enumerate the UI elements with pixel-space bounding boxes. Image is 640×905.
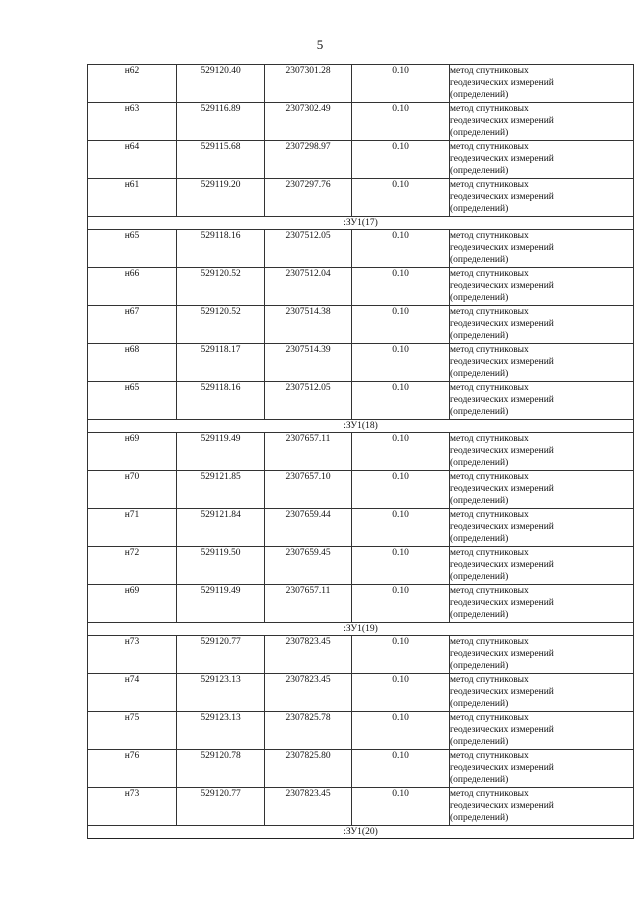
method-text-line: (определений) (450, 128, 509, 138)
section-header-row (88, 623, 634, 636)
error-cell: 0.10 (352, 268, 450, 306)
y-coordinate-cell: 2307823.45 (265, 674, 352, 712)
error-cell: 0.10 (352, 788, 450, 826)
point-name-cell: н71 (88, 509, 177, 547)
point-name-cell: н65 (88, 382, 177, 420)
table-row (88, 788, 634, 826)
error-cell: 0.10 (352, 306, 450, 344)
table-row (88, 636, 634, 674)
y-coordinate-cell: 2307657.11 (265, 585, 352, 623)
point-name-cell: н61 (88, 179, 177, 217)
x-coordinate-cell: 529119.20 (177, 179, 265, 217)
point-name-cell: н69 (88, 433, 177, 471)
point-name-cell: н69 (88, 585, 177, 623)
table-row (88, 471, 634, 509)
point-name-cell: н70 (88, 471, 177, 509)
error-cell: 0.10 (352, 636, 450, 674)
method-text-line: метод спутниковых (450, 231, 529, 241)
coordinates-table-body (88, 65, 634, 839)
y-coordinate-cell: 2307302.49 (265, 103, 352, 141)
section-label: :ЗУ1(17) (88, 217, 634, 230)
method-cell (450, 636, 634, 674)
point-name-cell: н68 (88, 344, 177, 382)
method-cell (450, 382, 634, 420)
method-text-line: (определений) (450, 369, 509, 379)
method-cell (450, 179, 634, 217)
error-cell: 0.10 (352, 230, 450, 268)
method-text-line: геодезических измерений (450, 801, 554, 811)
x-coordinate-cell: 529118.16 (177, 230, 265, 268)
method-text-line: (определений) (450, 661, 509, 671)
table-row (88, 382, 634, 420)
y-coordinate-cell: 2307512.05 (265, 382, 352, 420)
section-label: :ЗУ1(19) (88, 623, 634, 636)
method-text-line: геодезических измерений (450, 281, 554, 291)
method-text-line: (определений) (450, 534, 509, 544)
method-text-line: метод спутниковых (450, 548, 529, 558)
table-row (88, 344, 634, 382)
y-coordinate-cell: 2307297.76 (265, 179, 352, 217)
method-text-line: геодезических измерений (450, 484, 554, 494)
method-cell (450, 103, 634, 141)
method-cell (450, 268, 634, 306)
coordinates-table (87, 64, 634, 839)
method-text-line: геодезических измерений (450, 319, 554, 329)
method-cell (450, 750, 634, 788)
error-cell: 0.10 (352, 471, 450, 509)
error-cell: 0.10 (352, 547, 450, 585)
x-coordinate-cell: 529121.85 (177, 471, 265, 509)
x-coordinate-cell: 529121.84 (177, 509, 265, 547)
method-cell (450, 712, 634, 750)
method-cell (450, 547, 634, 585)
method-text-line: (определений) (450, 407, 509, 417)
method-cell (450, 788, 634, 826)
error-cell: 0.10 (352, 179, 450, 217)
section-header-row (88, 420, 634, 433)
y-coordinate-cell: 2307823.45 (265, 636, 352, 674)
y-coordinate-cell: 2307657.10 (265, 471, 352, 509)
error-cell: 0.10 (352, 65, 450, 103)
table-row (88, 65, 634, 103)
section-label: :ЗУ1(18) (88, 420, 634, 433)
page-number: 5 (316, 37, 324, 52)
error-cell: 0.10 (352, 344, 450, 382)
table-row (88, 712, 634, 750)
y-coordinate-cell: 2307514.39 (265, 344, 352, 382)
error-cell: 0.10 (352, 103, 450, 141)
method-text-line: метод спутниковых (450, 713, 529, 723)
x-coordinate-cell: 529123.13 (177, 674, 265, 712)
x-coordinate-cell: 529119.50 (177, 547, 265, 585)
method-text-line: геодезических измерений (450, 78, 554, 88)
table-row (88, 433, 634, 471)
section-header-row (88, 826, 634, 839)
method-text-line: (определений) (450, 255, 509, 265)
table-row (88, 750, 634, 788)
method-text-line: (определений) (450, 496, 509, 506)
x-coordinate-cell: 529116.89 (177, 103, 265, 141)
error-cell: 0.10 (352, 433, 450, 471)
method-text-line: геодезических измерений (450, 395, 554, 405)
method-text-line: геодезических измерений (450, 687, 554, 697)
error-cell: 0.10 (352, 674, 450, 712)
method-text-line: (определений) (450, 737, 509, 747)
table-row (88, 547, 634, 585)
method-text-line: геодезических измерений (450, 598, 554, 608)
method-text-line: (определений) (450, 458, 509, 468)
x-coordinate-cell: 529119.49 (177, 433, 265, 471)
method-text-line: метод спутниковых (450, 789, 529, 799)
y-coordinate-cell: 2307825.78 (265, 712, 352, 750)
method-cell (450, 471, 634, 509)
point-name-cell: н66 (88, 268, 177, 306)
point-name-cell: н72 (88, 547, 177, 585)
method-text-line: метод спутниковых (450, 142, 529, 152)
section-header-row (88, 217, 634, 230)
y-coordinate-cell: 2307823.45 (265, 788, 352, 826)
x-coordinate-cell: 529118.16 (177, 382, 265, 420)
method-text-line: (определений) (450, 610, 509, 620)
table-row (88, 230, 634, 268)
method-text-line: метод спутниковых (450, 180, 529, 190)
method-text-line: метод спутниковых (450, 586, 529, 596)
point-name-cell: н67 (88, 306, 177, 344)
y-coordinate-cell: 2307301.28 (265, 65, 352, 103)
method-text-line: геодезических измерений (450, 725, 554, 735)
point-name-cell: н73 (88, 636, 177, 674)
method-text-line: метод спутниковых (450, 510, 529, 520)
point-name-cell: н63 (88, 103, 177, 141)
method-text-line: геодезических измерений (450, 522, 554, 532)
table-row (88, 306, 634, 344)
table-row (88, 179, 634, 217)
section-label: :ЗУ1(20) (88, 826, 634, 839)
y-coordinate-cell: 2307512.05 (265, 230, 352, 268)
method-text-line: (определений) (450, 204, 509, 214)
method-text-line: метод спутниковых (450, 637, 529, 647)
y-coordinate-cell: 2307512.04 (265, 268, 352, 306)
method-text-line: (определений) (450, 90, 509, 100)
y-coordinate-cell: 2307514.38 (265, 306, 352, 344)
method-cell (450, 65, 634, 103)
y-coordinate-cell: 2307657.11 (265, 433, 352, 471)
method-cell (450, 509, 634, 547)
y-coordinate-cell: 2307825.80 (265, 750, 352, 788)
error-cell: 0.10 (352, 750, 450, 788)
x-coordinate-cell: 529120.40 (177, 65, 265, 103)
method-text-line: метод спутниковых (450, 434, 529, 444)
method-text-line: метод спутниковых (450, 345, 529, 355)
method-text-line: (определений) (450, 813, 509, 823)
error-cell: 0.10 (352, 141, 450, 179)
method-text-line: геодезических измерений (450, 357, 554, 367)
table-row (88, 268, 634, 306)
method-text-line: метод спутниковых (450, 383, 529, 393)
y-coordinate-cell: 2307659.44 (265, 509, 352, 547)
point-name-cell: н76 (88, 750, 177, 788)
point-name-cell: н65 (88, 230, 177, 268)
method-text-line: метод спутниковых (450, 751, 529, 761)
error-cell: 0.10 (352, 712, 450, 750)
y-coordinate-cell: 2307298.97 (265, 141, 352, 179)
method-cell (450, 141, 634, 179)
method-text-line: метод спутниковых (450, 269, 529, 279)
y-coordinate-cell: 2307659.45 (265, 547, 352, 585)
error-cell: 0.10 (352, 585, 450, 623)
point-name-cell: н74 (88, 674, 177, 712)
method-cell (450, 674, 634, 712)
method-text-line: геодезических измерений (450, 763, 554, 773)
method-text-line: метод спутниковых (450, 307, 529, 317)
method-text-line: геодезических измерений (450, 649, 554, 659)
method-text-line: геодезических измерений (450, 446, 554, 456)
table-row (88, 141, 634, 179)
x-coordinate-cell: 529120.52 (177, 268, 265, 306)
method-text-line: метод спутниковых (450, 66, 529, 76)
x-coordinate-cell: 529120.77 (177, 636, 265, 674)
table-row (88, 103, 634, 141)
method-text-line: геодезических измерений (450, 154, 554, 164)
method-text-line: (определений) (450, 775, 509, 785)
method-text-line: (определений) (450, 293, 509, 303)
method-cell (450, 344, 634, 382)
method-text-line: (определений) (450, 699, 509, 709)
method-text-line: геодезических измерений (450, 192, 554, 202)
table-row (88, 674, 634, 712)
method-cell (450, 585, 634, 623)
method-text-line: геодезических измерений (450, 560, 554, 570)
point-name-cell: н62 (88, 65, 177, 103)
x-coordinate-cell: 529120.52 (177, 306, 265, 344)
x-coordinate-cell: 529119.49 (177, 585, 265, 623)
method-text-line: метод спутниковых (450, 675, 529, 685)
point-name-cell: н64 (88, 141, 177, 179)
table-row (88, 585, 634, 623)
method-text-line: метод спутниковых (450, 104, 529, 114)
method-cell (450, 433, 634, 471)
method-text-line: метод спутниковых (450, 472, 529, 482)
x-coordinate-cell: 529120.77 (177, 788, 265, 826)
error-cell: 0.10 (352, 382, 450, 420)
point-name-cell: н75 (88, 712, 177, 750)
method-text-line: (определений) (450, 166, 509, 176)
method-cell (450, 230, 634, 268)
point-name-cell: н73 (88, 788, 177, 826)
x-coordinate-cell: 529118.17 (177, 344, 265, 382)
x-coordinate-cell: 529120.78 (177, 750, 265, 788)
error-cell: 0.10 (352, 509, 450, 547)
method-text-line: (определений) (450, 572, 509, 582)
method-text-line: (определений) (450, 331, 509, 341)
table-row (88, 509, 634, 547)
method-text-line: геодезических измерений (450, 243, 554, 253)
x-coordinate-cell: 529123.13 (177, 712, 265, 750)
method-text-line: геодезических измерений (450, 116, 554, 126)
method-cell (450, 306, 634, 344)
x-coordinate-cell: 529115.68 (177, 141, 265, 179)
